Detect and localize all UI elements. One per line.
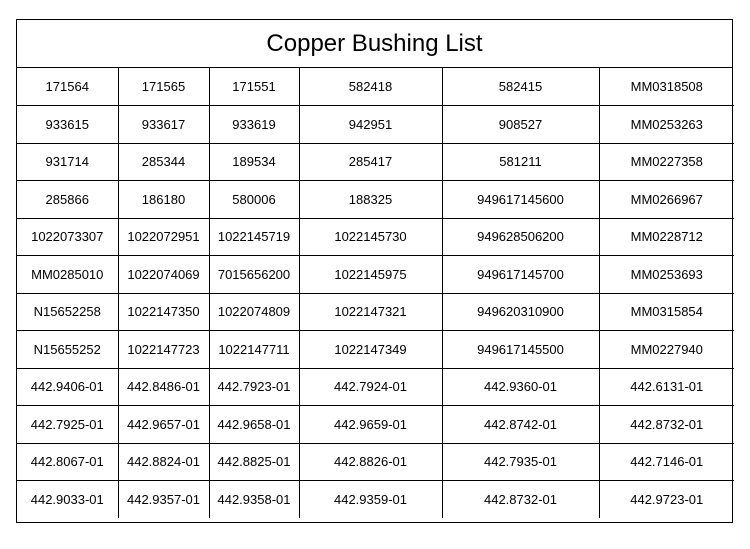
table-row: [17, 443, 734, 481]
part-number-cell: 949617145700: [442, 256, 599, 294]
part-number-cell: 442.9359-01: [299, 481, 442, 519]
part-number-cell: 582418: [299, 68, 442, 106]
part-number-cell: MM0253693: [599, 256, 734, 294]
part-number-cell: 171565: [118, 68, 209, 106]
part-number-cell: 442.8486-01: [118, 368, 209, 406]
table-row: [17, 368, 734, 406]
part-number-cell: 442.9723-01: [630, 492, 704, 507]
part-number-cell: 442.9659-01: [299, 406, 442, 444]
part-number-cell: 1022074069: [118, 256, 209, 294]
table-row: [17, 68, 734, 106]
part-number-cell: 949628506200: [442, 218, 599, 256]
table-row: [17, 106, 734, 144]
part-number-cell: 942951: [299, 106, 442, 144]
part-number-cell: 582415: [442, 68, 599, 106]
part-number-cell: 1022072951: [118, 218, 209, 256]
part-number-cell: 442.9358-01: [209, 481, 299, 519]
part-number-cell: 580006: [209, 181, 299, 219]
part-number-cell: 7015656200: [209, 256, 299, 294]
part-number-cell: 442.9360-01: [442, 368, 599, 406]
part-number-cell: 1022147350: [118, 293, 209, 331]
part-number-cell: 908527: [442, 106, 599, 144]
part-number-cell: 442.7924-01: [299, 368, 442, 406]
part-number-cell: 442.7923-01: [209, 368, 299, 406]
part-number-cell: 1022073307: [17, 218, 118, 256]
part-number-cell: 188325: [299, 181, 442, 219]
part-number-cell: 581211: [442, 143, 599, 181]
part-number-cell: 931714: [17, 143, 118, 181]
part-number-cell: 442.8742-01: [442, 406, 599, 444]
part-number-cell: 1022074809: [209, 293, 299, 331]
table-row: [17, 331, 734, 369]
part-number-cell: N15652258: [17, 293, 118, 331]
part-number-cell: MM0228712: [599, 218, 734, 256]
part-number-cell: 1022145719: [209, 218, 299, 256]
part-number-cell: 442.7925-01: [17, 406, 118, 444]
part-number-cell: 442.6131-01: [599, 368, 734, 406]
part-number-cell: 442.8732-01: [442, 481, 599, 519]
part-number-cell: 933619: [209, 106, 299, 144]
part-number-cell: 933615: [17, 106, 118, 144]
part-number-cell: MM0318508: [599, 68, 734, 106]
table-row: [17, 293, 734, 331]
part-number-cell: 442.8732-01: [599, 406, 734, 444]
part-number-cell: 1022147349: [299, 331, 442, 369]
page-title: Copper Bushing List: [17, 20, 732, 68]
part-number-cell: 1022145730: [299, 218, 442, 256]
part-number-cell: 186180: [118, 181, 209, 219]
table-row: [17, 481, 734, 519]
part-number-cell: MM0227358: [599, 143, 734, 181]
part-number-cell: 442.7935-01: [442, 443, 599, 481]
part-number-cell: MM0315854: [599, 293, 734, 331]
part-number-cell: 442.9406-01: [17, 368, 118, 406]
part-number-cell: 285417: [299, 143, 442, 181]
table-row: [17, 181, 734, 219]
table-row: [17, 218, 734, 256]
part-number-cell: 442.8824-01: [118, 443, 209, 481]
part-number-cell: N15655252: [17, 331, 118, 369]
part-number-cell: 1022145975: [299, 256, 442, 294]
part-number-cell: 442.8825-01: [209, 443, 299, 481]
part-number-cell: 442.9357-01: [118, 481, 209, 519]
part-number-cell: 1022147711: [209, 331, 299, 369]
part-number-cell: 171564: [17, 68, 118, 106]
part-number-cell: MM0285010: [17, 256, 118, 294]
part-number-cell: 442.8826-01: [299, 443, 442, 481]
bushing-list-sheet: [16, 19, 733, 523]
part-number-cell: 189534: [209, 143, 299, 181]
part-number-cell: 933617: [118, 106, 209, 144]
part-number-cell: 442.9033-01: [17, 481, 118, 519]
part-number-cell: 949617145500: [442, 331, 599, 369]
table-row: [17, 406, 734, 444]
part-number-cell: 285344: [118, 143, 209, 181]
part-number-cell: 1022147723: [118, 331, 209, 369]
table-row: [17, 256, 734, 294]
part-number-cell: MM0253263: [599, 106, 734, 144]
part-number-cell: 442.9657-01: [118, 406, 209, 444]
part-number-cell: 1022147321: [299, 293, 442, 331]
table-body: [17, 68, 734, 518]
part-number-cell: 949620310900: [442, 293, 599, 331]
part-number-cell: 442.8067-01: [17, 443, 118, 481]
bushing-table: [17, 68, 734, 518]
part-number-cell: 442.9658-01: [209, 406, 299, 444]
part-number-cell: 285866: [17, 181, 118, 219]
part-number-cell: 442.7146-01: [599, 443, 734, 481]
part-number-cell: MM0227940: [599, 331, 734, 369]
table-row: [17, 143, 734, 181]
part-number-cell: MM0266967: [599, 181, 734, 219]
part-number-cell: 949617145600: [442, 181, 599, 219]
part-number-cell: 171551: [209, 68, 299, 106]
